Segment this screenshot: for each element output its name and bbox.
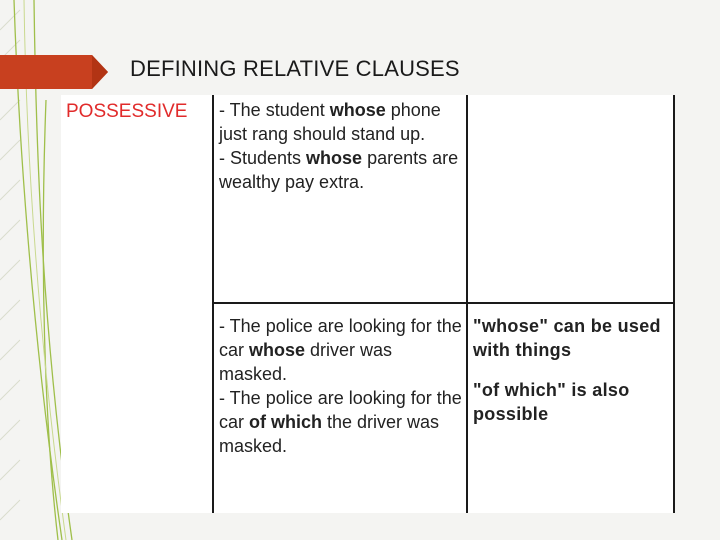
row1-example-2 (219, 146, 462, 194)
row1-examples-cell (213, 95, 467, 303)
category-label (61, 95, 213, 513)
row1-example-1 (219, 98, 462, 146)
text-fragment: - The police are looking for the car (219, 316, 462, 360)
keyword: of which (249, 412, 323, 432)
row2-examples-cell (213, 303, 467, 513)
text-fragment: phone just rang should stand up. (219, 100, 441, 144)
keyword: whose (329, 100, 386, 120)
title-arrow-icon (0, 55, 108, 89)
text-fragment: - The student (219, 100, 330, 120)
text-fragment: parents are wealthy pay extra. (219, 148, 459, 192)
text-fragment: driver was masked. (219, 340, 393, 384)
row2-example-2 (219, 386, 462, 458)
keyword: whose (306, 148, 363, 168)
text-fragment: the driver was masked. (219, 412, 440, 456)
note-of-which: "of which" is also possible (473, 380, 630, 424)
slide-title: DEFINING RELATIVE CLAUSES (130, 56, 460, 81)
relative-clause-table (61, 95, 674, 513)
row2-example-1 (219, 314, 462, 386)
text-fragment: - Students (219, 148, 307, 168)
keyword: whose (249, 340, 306, 360)
note-whose-things: "whose" can be used with things (473, 316, 661, 360)
row1-notes-cell (467, 95, 674, 303)
category-label-text: POSSESSIVE (66, 101, 188, 122)
text-fragment: - The police are looking for the car (219, 388, 462, 432)
clause-table (61, 95, 675, 513)
row2-notes-cell (467, 303, 674, 513)
